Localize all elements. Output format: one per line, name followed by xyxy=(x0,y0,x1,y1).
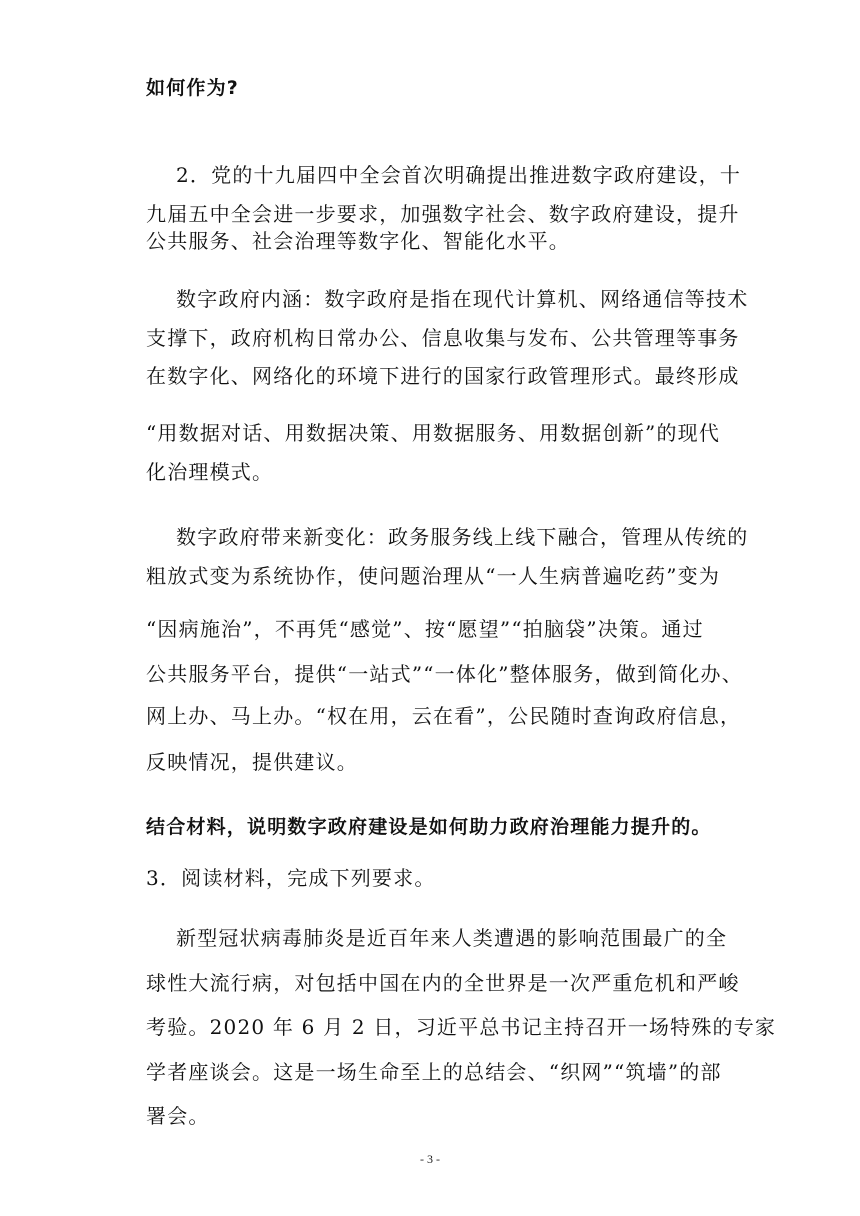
changes-paragraph-line-5: 网上办、马上办。“权在用，云在看”，公民随时查询政府信息， xyxy=(146,704,742,728)
definition-paragraph-line-3: 在数字化、网络化的环境下进行的国家行政管理形式。最终形成 xyxy=(146,364,740,388)
covid-paragraph-line-1: 新型冠状病毒肺炎是近百年来人类遭遇的影响范围最广的全 xyxy=(176,926,728,950)
changes-paragraph-line-6: 反映情况，提供建议。 xyxy=(146,750,358,774)
changes-paragraph-line-4: 公共服务平台，提供“一站式”“一体化”整体服务，做到简化办、 xyxy=(146,662,743,686)
changes-paragraph-line-3: “因病施治”，不再凭“感觉”、按“愿望”“拍脑袋”决策。通过 xyxy=(146,617,704,641)
question-2-intro-line-1: 2．党的十九届四中全会首次明确提出推进数字政府建设，十 xyxy=(176,163,742,187)
question-2-prompt: 结合材料，说明数字政府建设是如何助力政府治理能力提升的。 xyxy=(146,816,712,838)
question-tail-heading: 如何作为? xyxy=(146,77,240,99)
covid-paragraph-line-3: 考验。2020 年 6 月 2 日，习近平总书记主持召开一场特殊的专家 xyxy=(146,1015,777,1039)
definition-paragraph-line-4: “用数据对话、用数据决策、用数据服务、用数据创新”的现代 xyxy=(146,421,721,445)
changes-paragraph-line-2: 粗放式变为系统协作，使问题治理从“一人生病普遍吃药”变为 xyxy=(146,564,721,588)
definition-paragraph-line-5: 化治理模式。 xyxy=(146,460,274,484)
question-2-intro-line-3: 公共服务、社会治理等数字化、智能化水平。 xyxy=(146,229,570,253)
covid-paragraph-line-4: 学者座谈会。这是一场生命至上的总结会、“织网”“筑墙”的部 xyxy=(146,1060,722,1084)
changes-paragraph-line-1: 数字政府带来新变化：政务服务线上线下融合，管理从传统的 xyxy=(176,525,749,549)
covid-paragraph-line-2: 球性大流行病，对包括中国在内的全世界是一次严重危机和严峻 xyxy=(146,971,740,995)
definition-paragraph-line-1: 数字政府内涵：数字政府是指在现代计算机、网络通信等技术 xyxy=(176,287,749,311)
covid-paragraph-line-5: 署会。 xyxy=(146,1104,210,1128)
question-2-intro-line-2: 九届五中全会进一步要求，加强数字社会、数字政府建设，提升 xyxy=(146,202,740,226)
definition-paragraph-line-2: 支撑下，政府机构日常办公、信息收集与发布、公共管理等事务 xyxy=(146,326,740,350)
page-number: - 3 - xyxy=(420,1152,440,1166)
question-3-heading: 3．阅读材料，完成下列要求。 xyxy=(146,866,436,890)
